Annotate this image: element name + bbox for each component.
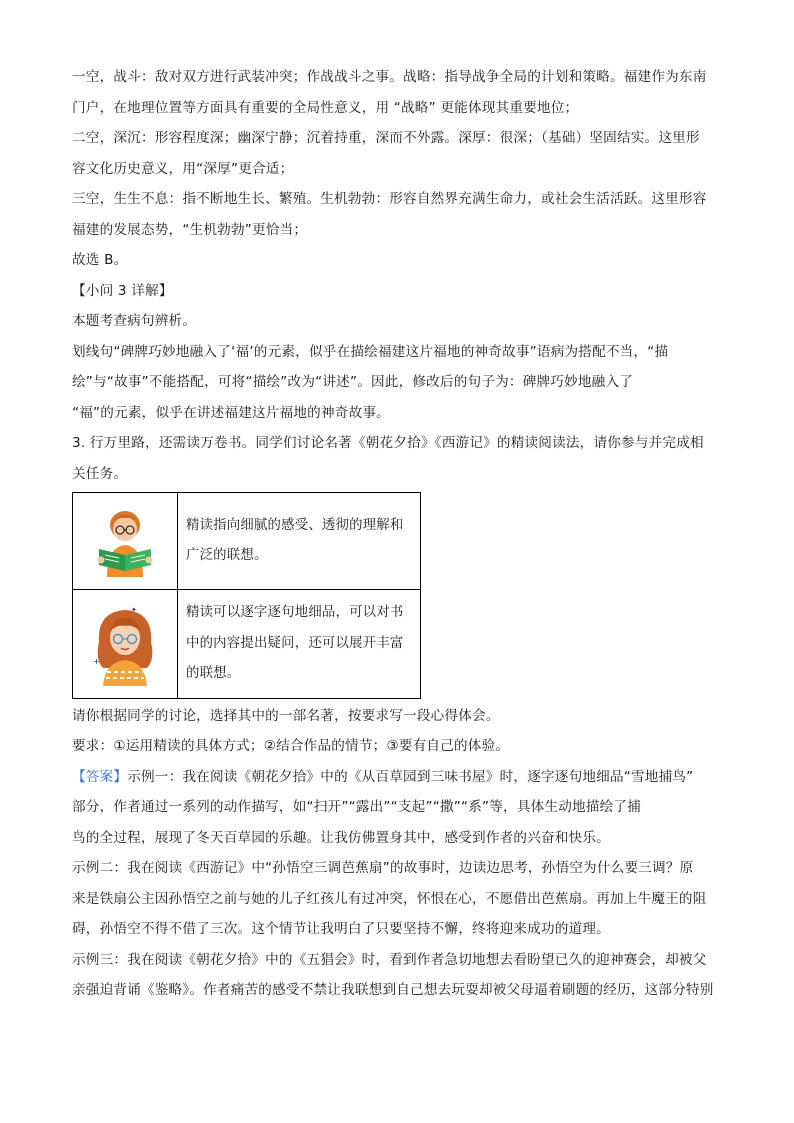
text-line: 故选 B。 [72,252,128,268]
text-line: 的联想。 [186,666,241,681]
text-line: 三空，生生不息：指不断地生长、繁殖。生机勃勃：形容自然界充满生命力，或社会生活活跃。这里形容 [72,191,707,207]
table-row [73,493,421,590]
table-row [73,590,421,699]
discussion-table [72,492,421,699]
text-line: 来是铁扇公主因孙悟空之前与她的儿子红孩儿有过冲突，怀恨在心，不愿借出芭蕉扇。再加上牛魔王的阻 [72,890,707,907]
text-line: 绘”与“故事”不能搭配，可将“描绘”改为“讲述”。因此，修改后的句子为：碑牌巧妙地融入了 [72,374,634,390]
text-line: 一空，战斗：敌对双方进行武装冲突；作战战斗之事。战略：指导战争全局的计划和策略。福建作为东南 [72,69,707,85]
section-heading: 【小问 3 详解】 [72,282,173,299]
text-line: 示例二：我在阅读《西游记》中“孙悟空三调芭蕉扇”的故事时，边读边思考，孙悟空为什么要三调？原 [72,860,694,876]
question-line: 关任务。 [72,465,128,482]
text-line: 示例三：我在阅读《朝花夕拾》中的《五猖会》时，看到作者急切地想去看盼望已久的迎神赛会，却被父 [72,951,707,968]
text-line: 精读指向细腻的感受、透彻的理解和 [186,517,404,533]
text-line: 精读可以逐字逐句地细品，可以对书 [186,605,404,620]
text-line: 容文化历史意义，用“深厚”更合适； [72,160,294,177]
text-line: 要求：①运用精读的具体方式；②结合作品的情节；③要有自己的体验。 [72,738,510,754]
text-line: 本题考查病句辨析。 [72,313,197,329]
text-line: 划线句“碑牌巧妙地融入了‘福’的元素，似乎在描绘福建这片福地的神奇故事”语病为搭配不当，“描 [72,343,669,360]
table-cell-image [73,590,178,699]
text-line: 广泛的联想。 [186,548,268,563]
text-line: 部分，作者通过一系列的动作描写，如“扫开”“露出”“支起”“撒”“系”等，具体生动地描绘了捕 [72,799,641,815]
text-line: 鸟的全过程，展现了冬天百草园的乐趣。让我仿佛置身其中，感受到作者的兴奋和快乐。 [72,829,610,846]
answer-first-line [72,762,732,793]
text-line: 碍，孙悟空不得不借了三次。这个情节让我明白了只要坚持不懈，终将迎来成功的道理。 [72,921,610,937]
text-line: 二空，深沉：形容程度深；幽深宁静；沉着持重，深而不外露。深厚：很深；（基础）坚固结实。这里形 [72,130,700,146]
text-line: 中的内容提出疑问，还可以展开丰富 [186,635,404,651]
boy-reading-book-icon [85,505,165,577]
document-content [72,62,732,1006]
question-line: 3. 行万里路，还需读万卷书。同学们讨论名著《朝花夕拾》《西游记》的精读阅读法，请你参与并完成相 [72,435,704,451]
text-line: 门户，在地理位置等方面具有重要的全局性意义，用 “战略” 更能体现其重要地位； [72,99,579,116]
table-cell-text [178,493,421,590]
girl-portrait-icon [85,602,165,686]
text-line: 福建的发展态势，“生机勃勃”更恰当； [72,221,308,238]
answer-text: 示例一：我在阅读《朝花夕拾》中的《从百草园到三味书屋》时，逐字逐句地细品“雪地捕鸟” [127,768,694,785]
answer-section [72,762,732,1006]
table-cell-text [178,590,421,699]
svg-text:✦: ✦ [131,605,137,614]
paragraph-top [72,62,732,489]
svg-text:+: + [93,656,100,666]
text-line: “福”的元素，似乎在讲述福建这片福地的神奇故事。 [72,404,390,421]
text-line: 请你根据同学的讨论，选择其中的一部名著，按要求写一段心得体会。 [72,707,500,724]
table-cell-image [73,493,178,590]
text-line: 亲强迫背诵《鉴略》。作者痛苦的感受不禁让我联想到自己想去玩耍却被父母逼着刷题的经历，这部分特别 [72,982,714,998]
answer-label: 【答案】 [72,768,128,785]
requirements [72,701,732,762]
